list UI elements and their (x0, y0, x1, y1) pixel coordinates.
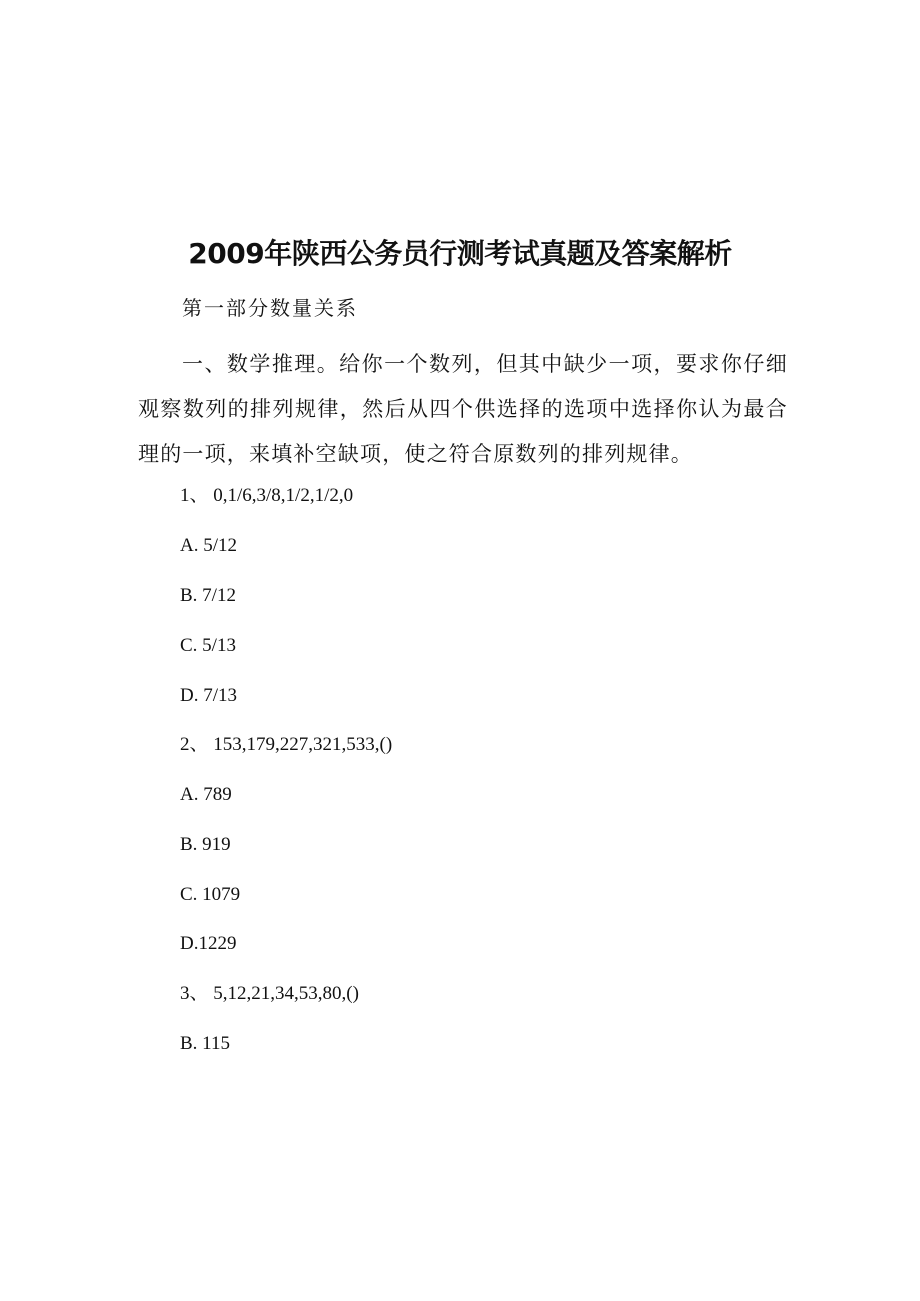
question-1-stem: 1、 0,1/6,3/8,1/2,1/2,0 (180, 485, 354, 506)
question-2-option-b: B. 919 (180, 834, 231, 855)
question-2-option-a: A. 789 (180, 784, 232, 805)
question-2-option-c: C. 1079 (180, 884, 241, 905)
intro-paragraph: 一、数学推理。给你一个数列，但其中缺少一项，要求你仔细观察数列的排列规律，然后从四个供选择的选项中选择你认为最合理的一项，来填补空缺项，使之符合原数列的排列规律。 (138, 352, 788, 466)
question-2-stem: 2、 153,179,227,321,533,() (180, 734, 393, 755)
question-3-stem: 3、 5,12,21,34,53,80,() (180, 983, 359, 1004)
question-3-option-b: B. 115 (180, 1033, 230, 1054)
question-1-option-a: A. 5/12 (180, 535, 237, 556)
question-1-option-d: D. 7/13 (180, 685, 237, 706)
question-1-option-c: C. 5/13 (180, 635, 236, 656)
section-heading: 第一部分数量关系 (182, 296, 358, 320)
question-1-option-b: B. 7/12 (180, 585, 236, 606)
question-2-option-d: D.1229 (180, 933, 237, 954)
document-title: 2009年陕西公务员行测考试真题及答案解析 (188, 237, 732, 270)
